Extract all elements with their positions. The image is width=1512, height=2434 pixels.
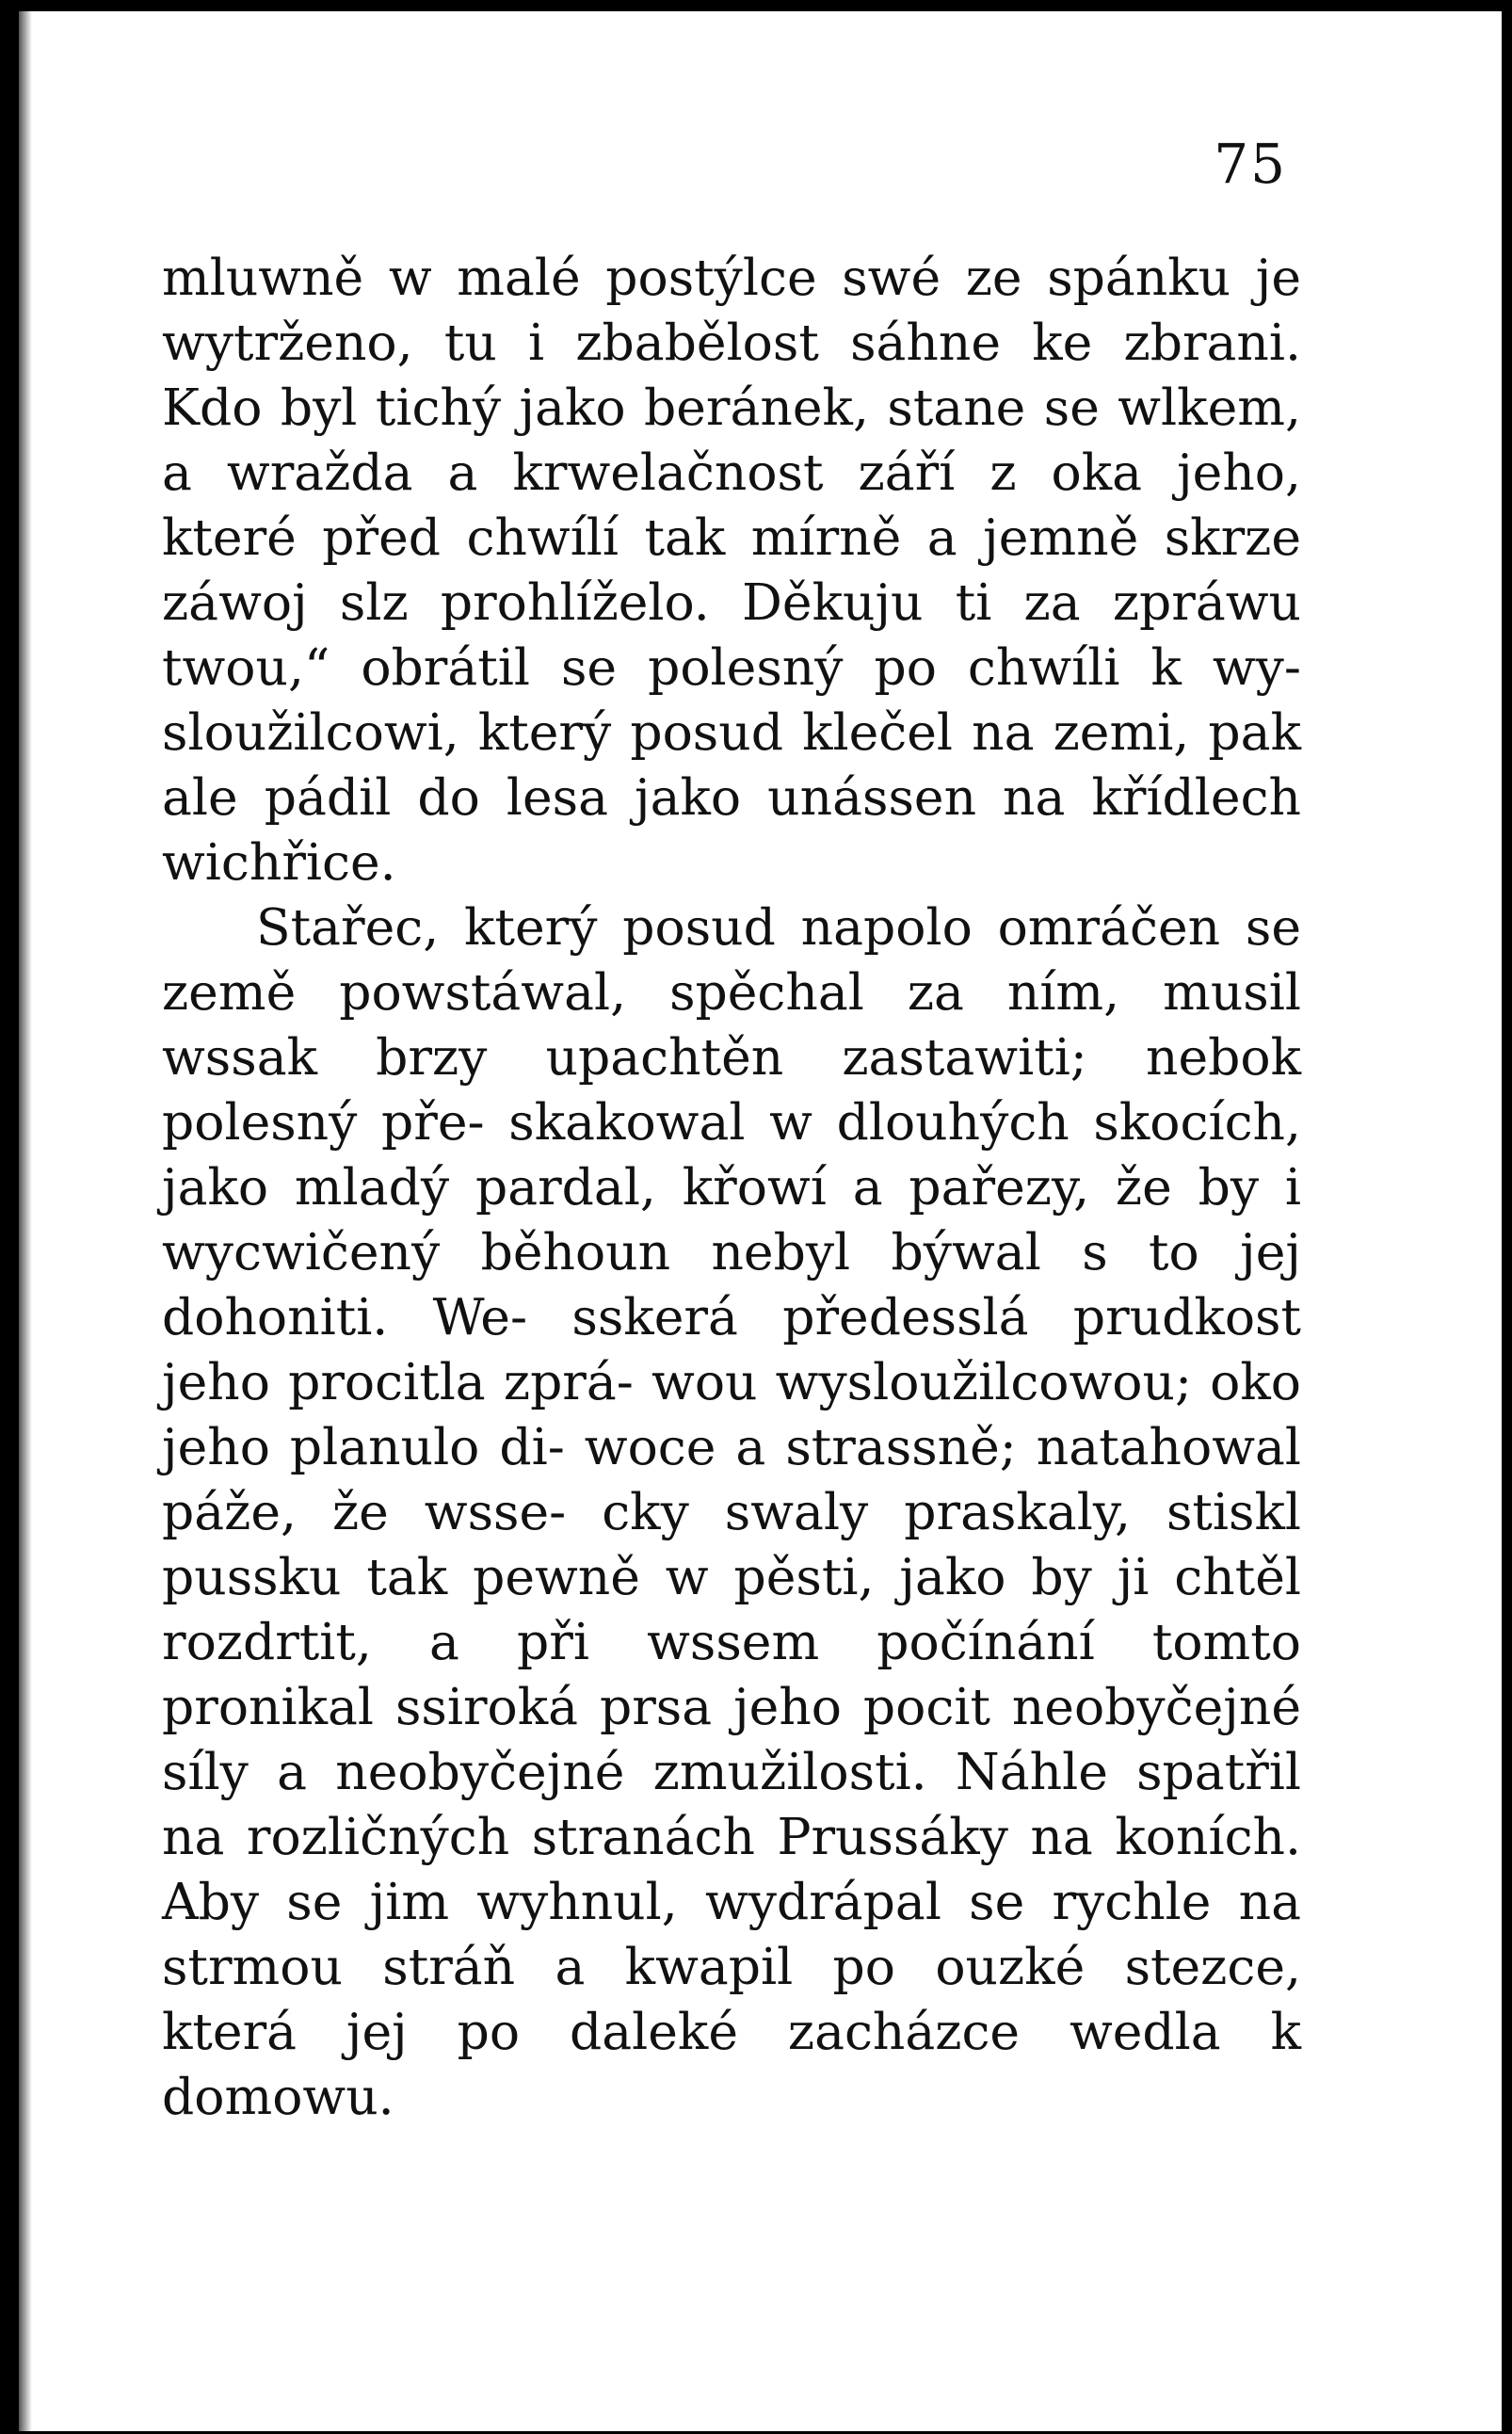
- body-text: [162, 245, 1301, 2129]
- book-page: [19, 11, 1502, 2431]
- page-number: 75: [1214, 132, 1287, 196]
- page-gutter-shadow: [19, 11, 32, 2431]
- paragraph: mluwně w malé postýlce swé ze spánku je wytrženo, tu i zbabělost sáhne ke zbrani. Kdo byl tichý jako beránek, stane se wlkem, a wražda a krwelačnost září z oka jeho, které před chwílí tak mírně a jemně skrze záwoj slz prohlíželo. Děkuju ti za zpráwu twou,“ obrátil se polesný po chwíli k wy- sloužilcowi, který posud klečel na zemi, pak ale pádil do lesa jako unássen na křídlech wichřice.: [162, 248, 1301, 892]
- paragraph: Stařec, který posud napolo omráčen se země powstáwal, spěchal za ním, musil wssak brzy upachtěn zastawiti; nebok polesný pře- skakowal w dlouhých skocích, jako mladý pardal, křowí a pařezy, že by i wycwičený běhoun nebyl býwal s to jej dohoniti. We- sskerá předesslá prudkost jeho procitla zprá- wou wysloužilcowou; oko jeho planulo di- woce a strassně; natahowal páže, že wsse- cky swaly praskaly, stiskl pussku tak pewně w pěsti, jako by ji chtěl rozdrtit, a při wssem počínání tomto pronikal ssiroká prsa jeho pocit neobyčejné síly a neobyčejné zmužilosti. Náhle spatřil na rozličných stranách Prussáky na koních. Aby se jim wyhnul, wydrápal se rychle na strmou stráň a kwapil po ouzké stezce, která jej po daleké zacházce wedla k domowu.: [162, 897, 1301, 2126]
